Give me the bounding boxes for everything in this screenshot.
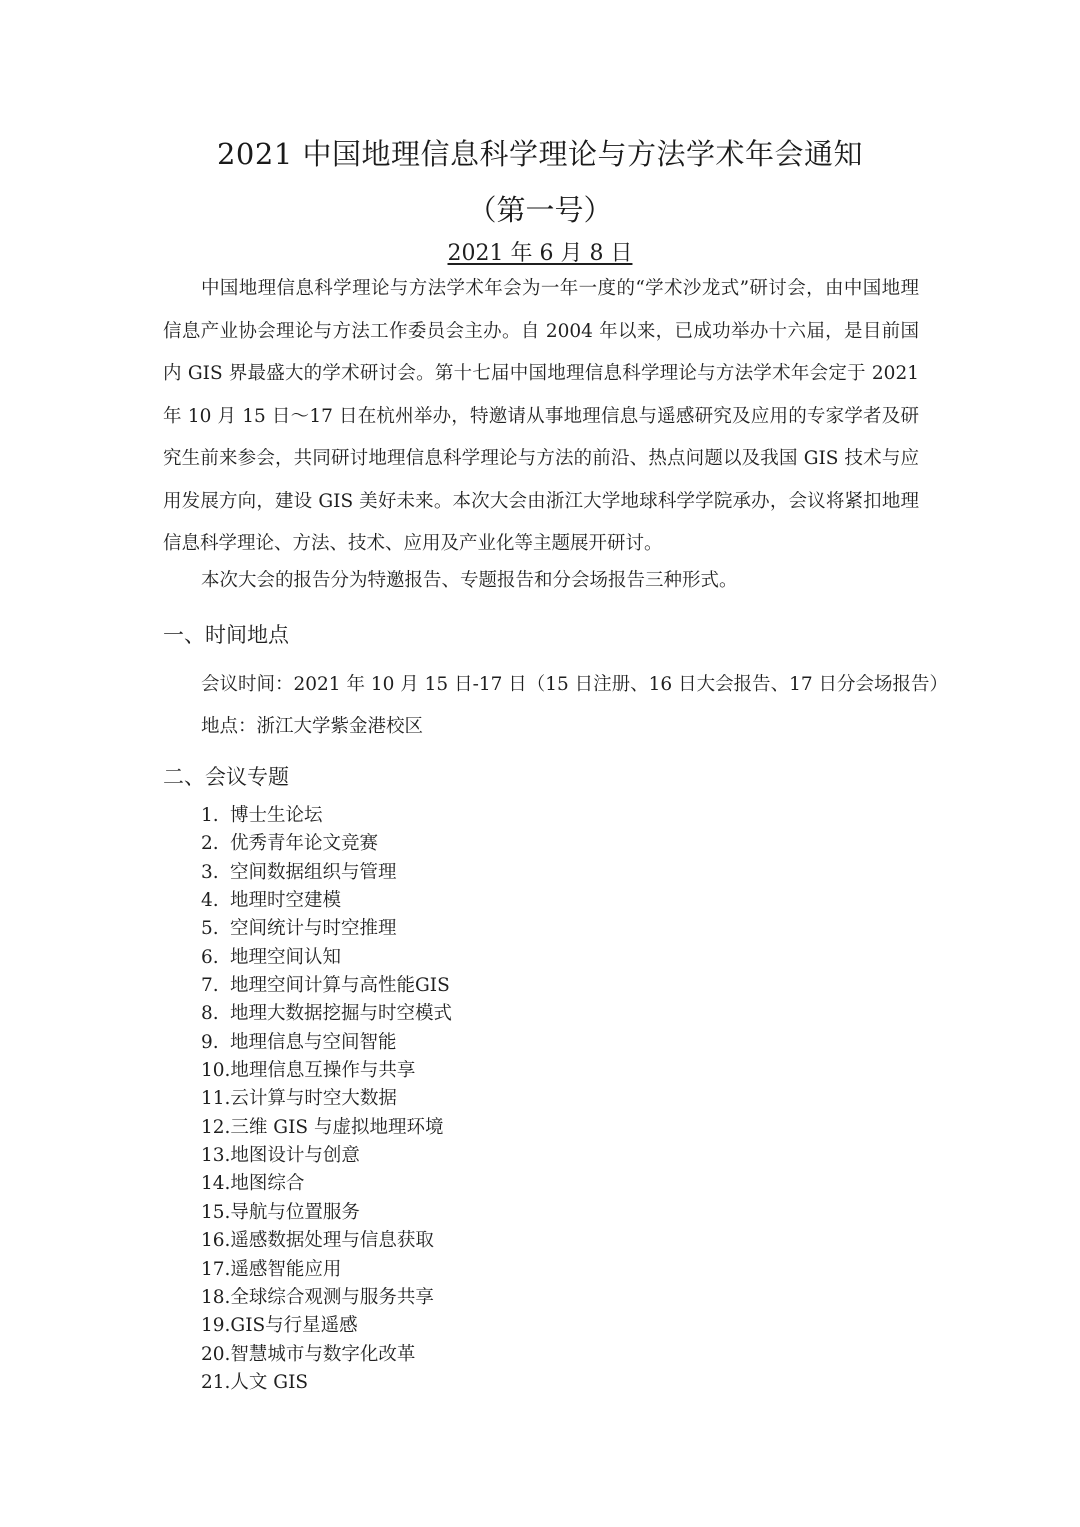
topic-list [201, 802, 452, 1397]
page-subtitle: （第一号） [467, 193, 613, 227]
topic-number: 19. [201, 1315, 231, 1337]
report-format-paragraph: 本次大会的报告分为特邀报告、专题报告和分会场报告三种形式。 [201, 570, 738, 591]
topic-number: 11. [201, 1088, 231, 1110]
topic-text: 遥感智能应用 [230, 1258, 342, 1280]
topic-number: 1. [201, 805, 219, 826]
notice-date: 2021 年 6 月 8 日 [447, 241, 633, 266]
topic-number: 3. [201, 861, 219, 883]
topic-text: 智慧城市与数字化改革 [230, 1343, 416, 1365]
section-time-location-heading: 一、时间地点 [163, 623, 289, 647]
topic-item [201, 1256, 452, 1284]
topic-item [201, 1369, 452, 1397]
topic-text: 地理信息互操作与共享 [230, 1060, 416, 1082]
topic-number: 8. [201, 1003, 219, 1025]
topic-text: 地理大数据挖掘与时空模式 [230, 1003, 453, 1025]
topic-item [201, 802, 452, 830]
topic-text: 地理信息与空间智能 [230, 1031, 397, 1053]
topic-item [201, 1284, 452, 1312]
intro-paragraph: 中国地理信息科学理论与方法学术年会为一年一度的“学术沙龙式”研讨会，由中国地理信息产业协会理论与方法工作委员会主办。自 2004 年以来，已成功举办十六届，是目前国内 GIS 界最盛大的学术研讨会。第十七届中国地理信息科学理论与方法学术年会定于 2021 年 10 月 15 日～17 日在杭州举办，特邀请从事地理信息与遥感研究及应用的专家学者及研究生前来参会，共同研讨地理信息科学理论与方法的前沿、热点问题以及我国 GIS 技术与应用发展方向，建设 GIS 美好未来。本次大会由浙江大学地球科学学院承办，会议将紧扣地理信息科学理论、方法、技术、应用及产业化等主题展开研讨。 [163, 278, 919, 554]
topic-number: 20. [201, 1343, 231, 1365]
topic-item [201, 1312, 452, 1340]
topic-item [201, 887, 452, 915]
topic-number: 5. [201, 918, 219, 940]
topic-item [201, 972, 452, 1000]
topic-item [201, 1227, 452, 1255]
topic-item [201, 915, 452, 943]
topic-number: 6. [201, 946, 219, 968]
topic-text: 博士生论坛 [230, 805, 323, 826]
topic-text: 地图综合 [230, 1173, 305, 1195]
topic-number: 21. [201, 1371, 231, 1393]
topic-text: 人文 GIS [230, 1371, 309, 1393]
topic-text: 地理空间计算与高性能GIS [230, 975, 450, 997]
topic-number: 16. [201, 1230, 231, 1252]
topic-item [201, 1114, 452, 1142]
topic-number: 17. [201, 1258, 231, 1280]
topic-text: 云计算与时空大数据 [230, 1088, 397, 1110]
topic-item [201, 1170, 452, 1198]
topic-item [201, 1085, 452, 1113]
topic-text: 优秀青年论文竞赛 [230, 833, 379, 855]
meeting-location: 地点：浙江大学紫金港校区 [201, 716, 424, 737]
topic-number: 10. [201, 1060, 231, 1082]
topic-text: 三维 GIS 与虚拟地理环境 [230, 1116, 444, 1138]
topic-item [201, 1057, 452, 1085]
topic-number: 14. [201, 1173, 231, 1195]
topic-number: 9. [201, 1031, 219, 1053]
topic-text: 导航与位置服务 [230, 1201, 360, 1223]
topic-item [201, 1341, 452, 1369]
topic-number: 15. [201, 1201, 231, 1223]
topic-number: 12. [201, 1116, 231, 1138]
topic-number: 18. [201, 1286, 231, 1308]
topic-item [201, 944, 452, 972]
topic-text: 地理时空建模 [230, 890, 342, 912]
topic-text: GIS与行星遥感 [230, 1315, 358, 1337]
topic-text: 地图设计与创意 [230, 1145, 360, 1167]
topic-item [201, 1000, 452, 1028]
section-topics-heading: 二、会议专题 [163, 765, 289, 789]
page-title: 2021 中国地理信息科学理论与方法学术年会通知 [216, 137, 864, 171]
meeting-time: 会议时间：2021 年 10 月 15 日-17 日（15 日注册、16 日大会报告、17 日分会场报告） [201, 674, 949, 695]
topic-text: 地理空间认知 [230, 946, 342, 968]
notice-date-line [0, 236, 1080, 267]
topic-item [201, 1029, 452, 1057]
topic-text: 遥感数据处理与信息获取 [230, 1230, 434, 1252]
topic-text: 空间统计与时空推理 [230, 918, 397, 940]
topic-number: 2. [201, 833, 219, 855]
topic-number: 13. [201, 1145, 231, 1167]
topic-item [201, 1142, 452, 1170]
topic-item [201, 1199, 452, 1227]
topic-item [201, 859, 452, 887]
topic-number: 7. [201, 975, 219, 997]
topic-text: 全球综合观测与服务共享 [230, 1286, 434, 1308]
topic-text: 空间数据组织与管理 [230, 861, 397, 883]
topic-item [201, 830, 452, 858]
topic-number: 4. [201, 890, 219, 912]
